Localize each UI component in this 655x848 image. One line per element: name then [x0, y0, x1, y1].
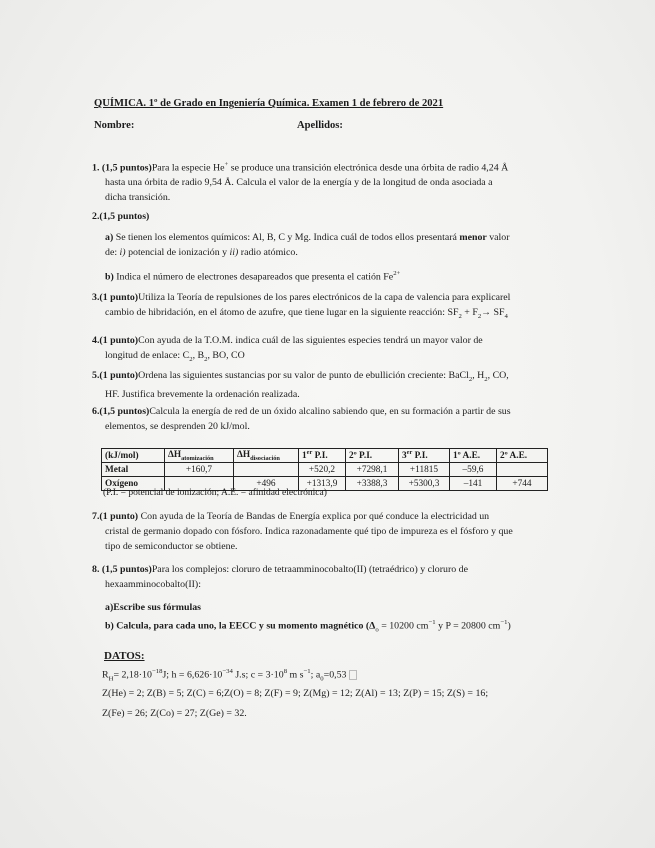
atomic-numbers-line-1: Z(He) = 2; Z(B) = 5; Z(C) = 6;Z(O) = 8; Z(F) = 9; Z(Mg) = 12; Z(Al) = 13; Z(P) = 15; Z(S) = 16;: [102, 688, 489, 699]
question-8: 8. (1,5 puntos)Para los complejos: cloruro de tetraamminocobalto(II) (tetraédrico) y cloruro de hexaamminocobalto(II): a)Escribe sus fórmulas b) Calcula, para cada uno, la EECC y su momento magnético ($\Delta_o = 10200$ $cm^{-1}$ y P = 20800 $cm^{-1}$): [92, 564, 511, 634]
question-1-number: 1.: [92, 162, 100, 174]
missing-glyph-icon: [349, 670, 357, 680]
question-5-points: 5.(1 punto): [92, 370, 139, 381]
question-2-header: 2.(1,5 puntos): [92, 211, 150, 222]
constants-line: $R_H= 2,18\cdot 10^{-18}J$; $h = 6,626\cdot 10^{-34}$ J.s; $c = 3\cdot 10^8$ m $s^{-1}$; $a_0=0,53$: [102, 668, 357, 682]
question-1-text: Para la especie He: [151, 162, 225, 174]
table-row: Oxígeno +496 +1313,9 +3388,3 +5300,3 –141 +744: [102, 477, 548, 491]
exam-title: QUÍMICA. 1º de Grado en Ingeniería Química. Examen 1 de febrero de 2021: [94, 98, 444, 109]
surname-label: Apellidos:: [297, 120, 343, 131]
question-6: 6.(1,5 puntos)Calcula la energía de red de un óxido alcalino sabiendo que, en su formación a partir de sus elementos, se desprenden 20 kJ/mol.: [92, 406, 511, 432]
question-2: 2.(1,5 puntos) a) Se tienen los elementos químicos: Al, B, C y Mg. Indica cuál de todos ellos presentará menor valor de: i) potencial de ionización y ii) radio atómico. b) Indica el número de electrones desapareados que presenta el catión $Fe^{2+}$: [92, 209, 582, 284]
atomic-numbers-line-2: Z(Fe) = 26; Z(Co) = 27; Z(Ge) = 32.: [102, 708, 247, 719]
question-3-points: 3.(1 punto): [92, 292, 139, 303]
question-4: 4.(1 punto)Con ayuda de la T.O.M. indica cuál de las siguientes especies tendrá un mayor valor de longitud de enlace: $C_2$, $B_2$, BO, CO: [92, 335, 483, 363]
question-6-points: 6.(1,5 puntos): [92, 406, 150, 417]
data-section-title: DATOS:: [104, 650, 145, 662]
question-3: 3.(1 punto)Utiliza la Teoría de repulsiones de los pares electrónicos de la capa de valencia para explicarel cambio de hibridación, en el átomo de azufre, que tiene lugar en la siguiente reacción: $SF_2 + F_2\to SF_4$: [92, 292, 511, 320]
question-7: 7.(1 punto) Con ayuda de la Teoría de Bandas de Energía explica por qué conduce la electricidad un cristal de germanio dopado con fósforo. Indica razonadamente qué tipo de impureza es el fósforo y que tipo de semiconductor se obtiene.: [92, 511, 513, 552]
question-4-points: 4.(1 punto): [92, 335, 139, 346]
table-note: (P.I. = potencial de ionización; A.E. = afinidad electrónica): [103, 488, 327, 498]
question-1: 1. (1,5 puntos)Para la especie He+ se produce una transición electrónica desde una órbita de radio 4,24 Å hasta una órbita de radio 9,54 Å. Calcula el valor de la energía y de la longitud de onda asociada a dicha transición.: [92, 161, 509, 204]
question-8-points: 8. (1,5 puntos): [92, 564, 152, 575]
table-header-row: (kJ/mol) $\Delta H_{atomización}$ $\Delta H_{disociación}$ 1er P.I. 2º P.I. 3er P.I. 1º A.E. 2º A.E.: [102, 449, 548, 463]
question-7-points: 7.(1 punto): [92, 511, 139, 522]
thermo-data-table: [101, 448, 548, 491]
question-5: 5.(1 punto)Ordena las siguientes sustancias por su valor de punto de ebullición creciente: BaCl$_2$, $H_2$, CO, HF. Justifica brevemente la ordenación realizada.: [92, 370, 509, 400]
question-1-points: (1,5 puntos): [101, 162, 152, 174]
name-label: Nombre:: [94, 120, 135, 131]
table-row: Metal +160,7 +520,2 +7298,1 +11815 –59,6: [102, 463, 548, 477]
